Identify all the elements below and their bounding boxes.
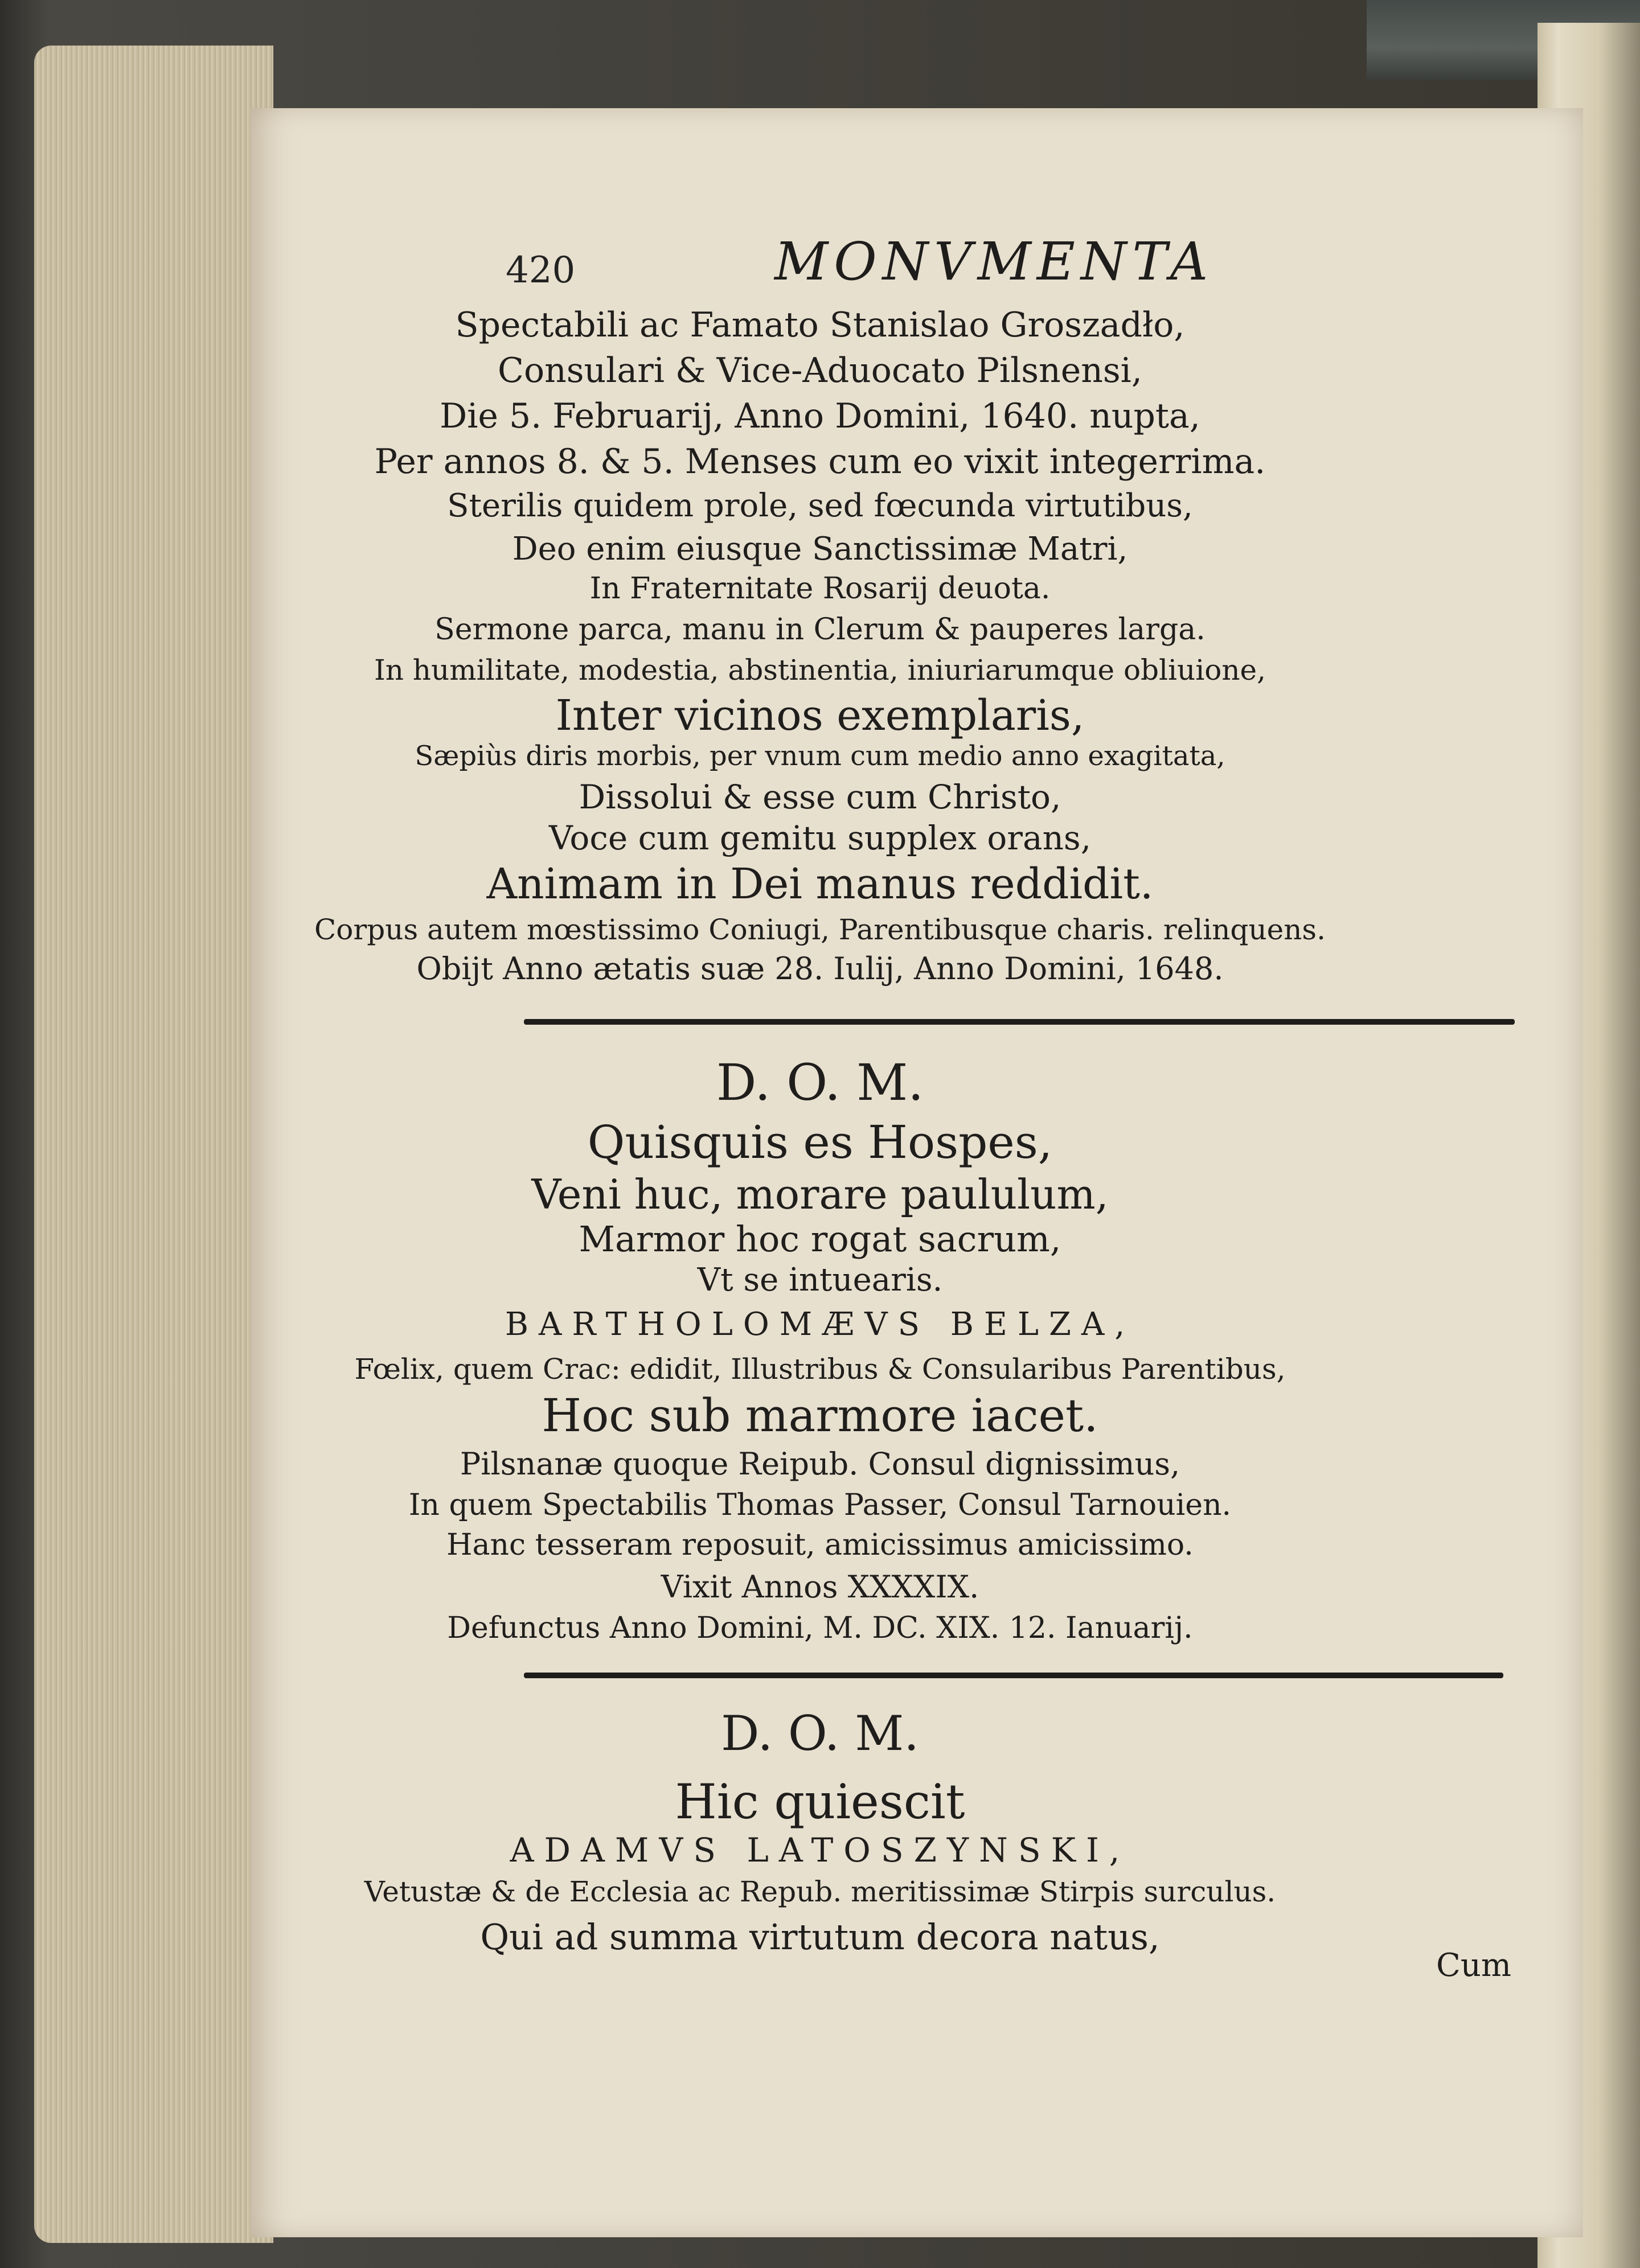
inscription1-line: Sæpiùs diris morbis, per vnum cum medio anno exagitata,	[415, 740, 1225, 772]
inscription3-line: ADAMVS LATOSZYNSKI,	[510, 1831, 1130, 1870]
inscription2-line: Hanc tesseram reposuit, amicissimus amicissimo.	[446, 1528, 1194, 1562]
page-number: 420	[506, 249, 576, 291]
inscription2-line: Marmor hoc rogat sacrum,	[579, 1218, 1061, 1260]
inscription1-line: Consulari & Vice-Aduocato Pilsnensi,	[498, 351, 1142, 391]
inscription3-line: Qui ad summa virtutum decora natus,	[480, 1916, 1160, 1958]
inscription1-line: Sermone parca, manu in Clerum & pauperes larga.	[434, 613, 1206, 647]
inscription2-line: In quem Spectabilis Thomas Passer, Consul Tarnouien.	[408, 1488, 1232, 1522]
inscription2-line: Vixit Annos XXXXIX.	[661, 1569, 979, 1605]
running-head: MONVMENTA	[774, 231, 1214, 292]
inscription1-line: Inter vicinos exemplaris,	[555, 691, 1085, 740]
inscription2-line: Pilsnanæ quoque Reipub. Consul dignissimus,	[460, 1446, 1180, 1482]
inscription2-line: Hoc sub marmore iacet.	[542, 1389, 1098, 1442]
inscription1-line: Die 5. Februarij, Anno Domini, 1640. nupta,	[440, 396, 1200, 436]
inscription2-line: Defunctus Anno Domini, M. DC. XIX. 12. Ianuarij.	[447, 1611, 1193, 1645]
inscription2-line: D. O. M.	[716, 1053, 924, 1112]
section-divider	[524, 1673, 1503, 1678]
inscription1-line: Corpus autem mœstissimo Coniugi, Parentibusque charis. relinquens.	[314, 913, 1326, 946]
catchword: Cum	[1436, 1947, 1512, 1984]
inscription2-line: BARTHOLOMÆVS BELZA,	[505, 1306, 1135, 1343]
inscription3-line: Hic quiescit	[675, 1774, 965, 1830]
inscription2-line: Vt se intuearis.	[697, 1262, 943, 1299]
section-divider	[524, 1019, 1515, 1025]
inscription1-line: Deo enim eiusque Sanctissimæ Matri,	[512, 531, 1128, 568]
inscription2-line: Veni huc, morare paululum,	[531, 1170, 1109, 1218]
inscription1-line: Spectabili ac Famato Stanislao Groszadło,	[455, 305, 1185, 345]
inscription1-line: Obijt Anno ætatis suæ 28. Iulij, Anno Domini, 1648.	[416, 951, 1224, 987]
inscription1-line: Animam in Dei manus reddidit.	[486, 860, 1154, 909]
inscription1-line: Voce cum gemitu supplex orans,	[548, 819, 1092, 857]
inscription1-line: Per annos 8. & 5. Menses cum eo vixit integerrima.	[374, 442, 1266, 482]
inscription2-line: Quisquis es Hospes,	[587, 1116, 1053, 1169]
inscription3-line: Vetustæ & de Ecclesia ac Repub. meritissimæ Stirpis surculus.	[364, 1875, 1276, 1908]
inscription1-line: Sterilis quidem prole, sed fœcunda virtutibus,	[447, 487, 1193, 524]
inscription1-line: In Fraternitate Rosarij deuota.	[589, 572, 1051, 606]
inscription1-line: Dissolui & esse cum Christo,	[579, 778, 1061, 816]
inscription3-line: D. O. M.	[721, 1706, 919, 1761]
inscription1-line: In humilitate, modestia, abstinentia, iniuriarumque obliuione,	[374, 654, 1266, 687]
inscription2-line: Fœlix, quem Crac: edidit, Illustribus & Consularibus Parentibus,	[354, 1353, 1286, 1386]
